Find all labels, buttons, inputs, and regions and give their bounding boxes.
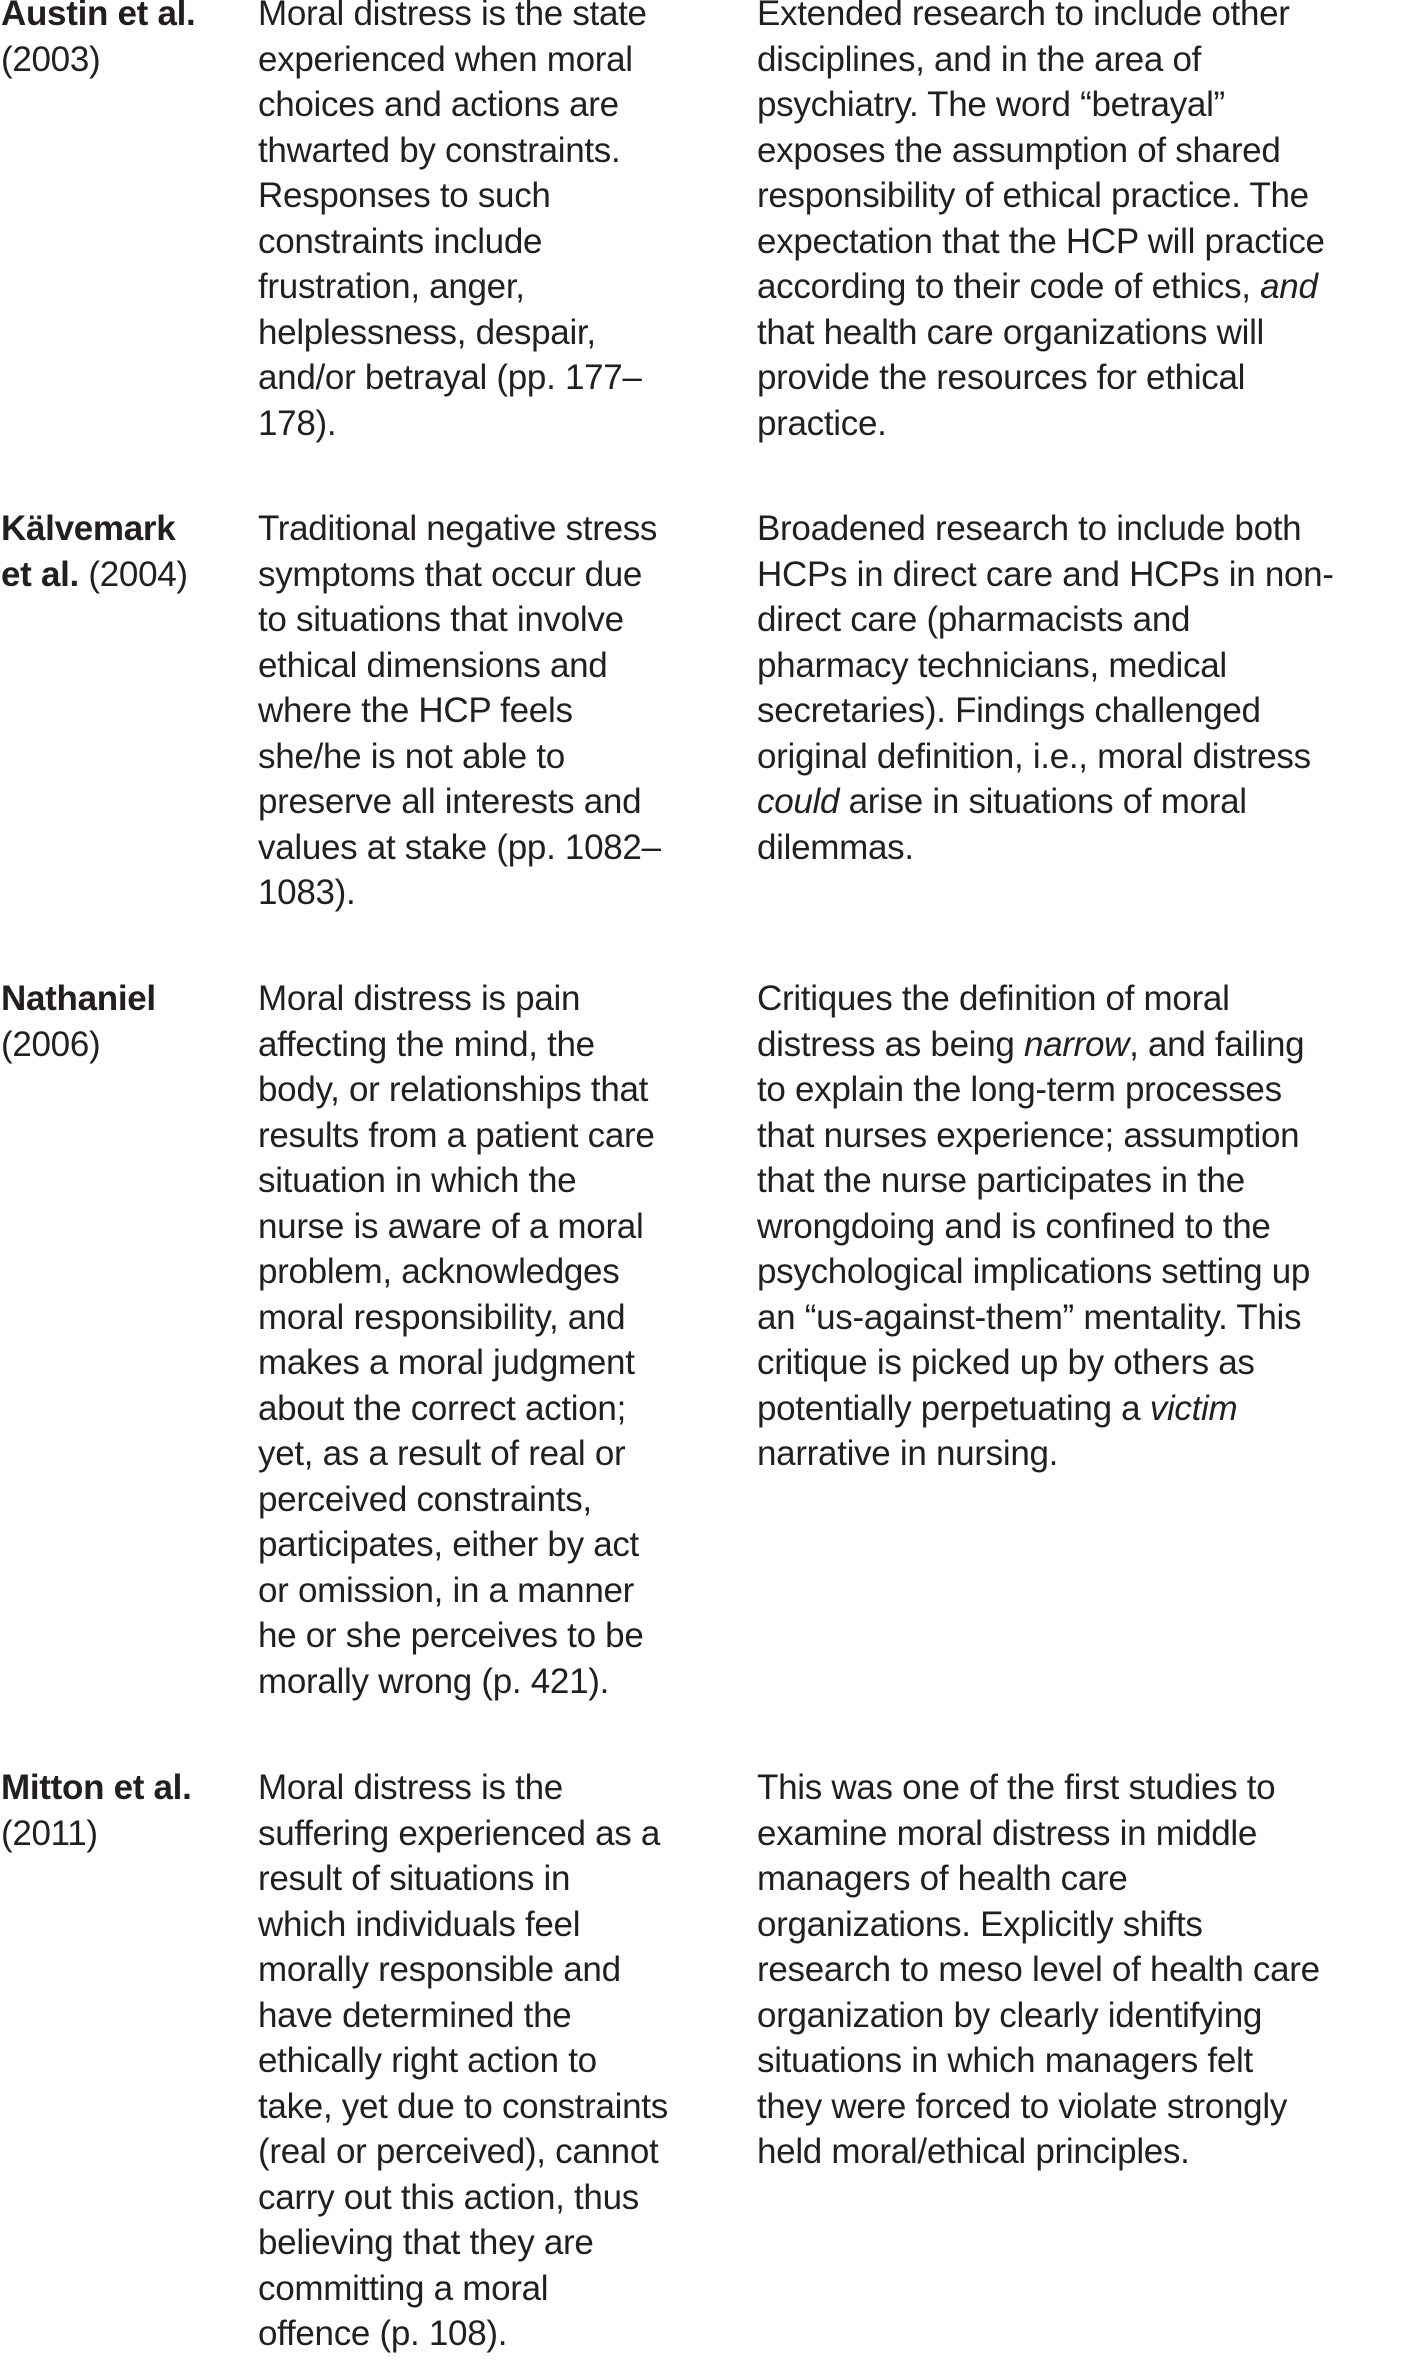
author-cell xyxy=(1,976,251,1067)
author-cell xyxy=(1,0,251,82)
contribution-cell: Broadened research to include both HCPs in direct care and HCPs in non- direct care (pharmacists and pharmacy technicians, medical secretaries). Findings challenged original definition, i.e., moral distress could arise in situations of moral dilemmas. xyxy=(757,509,1334,867)
definition-cell: Traditional negative stress symptoms that occur due to situations that involve ethical dimensions and where the HCP feels she/he is not able to preserve all interests and values at stake (pp. 1082– 1083). xyxy=(258,509,661,912)
author-year: (2003) xyxy=(1,39,101,79)
emphasis-could: could xyxy=(757,782,840,821)
author-year: (2006) xyxy=(1,1024,101,1064)
author-year: (2004) xyxy=(78,554,188,594)
author-cell: Kälvemark et al. (2004) xyxy=(1,509,188,594)
definition-cell: Moral distress is the state experienced when moral choices and actions are thwarted by constraints. Responses to such constraints include frustration, anger, helplessness, despair, and/or betrayal (pp. 177– 178). xyxy=(258,0,647,443)
emphasis-and: and xyxy=(1260,267,1318,306)
emphasis-victim: victim xyxy=(1149,1388,1238,1428)
definition-cell: Moral distress is pain affecting the mind, the body, or relationships that results from a patient care situation in which the nurse is aware of a moral problem, acknowledges moral responsibility, and makes a moral judgment about the correct action; yet, as a result of real or perceived constraints, participates, either by act or omission, in a manner he or she perceives to be morally wrong (p. 421). xyxy=(258,979,655,1701)
contribution-cell: Critiques the definition of moral distress as being narrow, and failing to explain the long-term processes that nurses experience; assumption that the nurse participates in the wrongdoing and is confined to the psychological implications setting up an “us-against-them” mentality. This critique is picked up by others as potentially perpetuating a victim narrative in nursing. xyxy=(757,979,1311,1473)
contribution-cell: Extended research to include other disciplines, and in the area of psychiatry. The word “betrayal” exposes the assumption of shared responsibility of ethical practice. The expectation that the HCP will practice according to their code of ethics, and that health care organizations will provide the resources for ethical practice. xyxy=(757,0,1325,443)
author-name: Austin et al. xyxy=(1,0,196,33)
author-name: Nathaniel xyxy=(1,979,156,1018)
author-cell xyxy=(1,1765,251,1856)
author-name: Kälvemark xyxy=(1,509,176,548)
emphasis-narrow: narrow xyxy=(1023,1024,1130,1064)
definition-cell: Moral distress is the suffering experienced as a result of situations in which individuals feel morally responsible and have determined the ethically right action to take, yet due to constraints (real or perceived), cannot carry out this action, thus believing that they are committing a moral offence (p. 108). xyxy=(258,1768,668,2353)
contribution-cell: This was one of the first studies to examine moral distress in middle managers of health care organizations. Explicitly shifts research to meso level of health care organization by clearly identifying situations in which managers felt they were forced to violate strongly held moral/ethical principles. xyxy=(757,1768,1320,2171)
author-year: (2011) xyxy=(1,1813,98,1853)
author-name: Mitton et al. xyxy=(1,1768,192,1807)
